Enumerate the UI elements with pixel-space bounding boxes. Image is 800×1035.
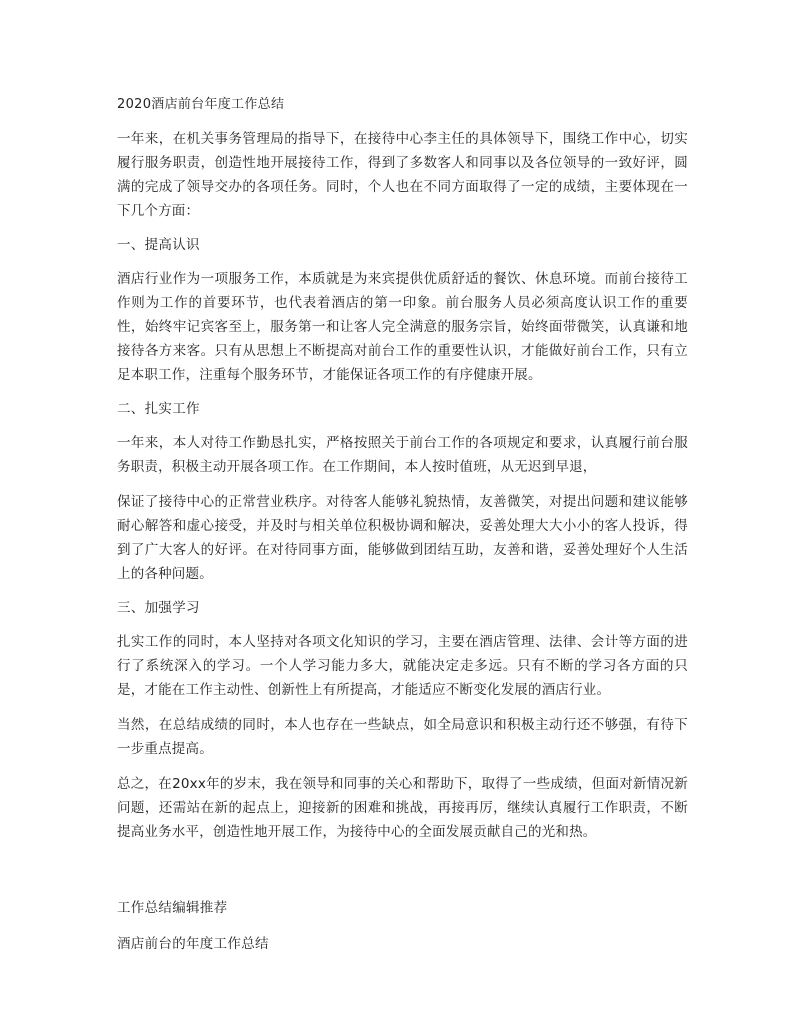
section-heading-1: 一、提高认识: [117, 237, 200, 253]
section-spacer: [117, 855, 688, 897]
document-title: 2020酒店前台年度工作总结: [117, 97, 285, 112]
intro-paragraph: 一年来，在机关事务管理局的指导下，在接待中心李主任的具体领导下，围绕工作中心，切实履行服务职责，创造性地开展接待工作，得到了多数客人和同事以及各位领导的一致好评，圆满的完成了领导交办的各项任务。同时，个人也在不同方面取得了一定的成绩，主要体现在一下几个方面：: [117, 131, 688, 219]
section-3-paragraph-3: 总之，在20xx年的岁末，我在领导和同事的关心和帮助下，取得了一些成绩，但面对新情况新问题，还需站在新的起点上，迎接新的困难和挑战，再接再厉，继续认真履行工作职责，不断提高业务水平，创造性地开展工作，为接待中心的全面发展贡献自己的光和热。: [117, 776, 688, 840]
section-2-paragraph-1: 一年来，本人对待工作勤恳扎实，严格按照关于前台工作的各项规定和要求，认真履行前台服务职责，积极主动开展各项工作。在工作期间，本人按时值班，从无迟到早退，: [117, 435, 688, 475]
recommend-heading: 工作总结编辑推荐: [117, 900, 228, 916]
recommend-link[interactable]: 酒店前台的年度工作总结: [117, 936, 269, 952]
section-2-paragraph-2: 保证了接待中心的正常营业秩序。对待客人能够礼貌热情，友善微笑，对提出问题和建议能够耐心解答和虚心接受，并及时与相关单位积极协调和解决，妥善处理大大小小的客人投诉，得到了广大客人的好评。在对待同事方面，能够做到团结互助，友善和谐，妥善处理好个人生活上的各种问题。: [117, 494, 688, 582]
section-3-paragraph-1: 扎实工作的同时，本人坚持对各项文化知识的学习，主要在酒店管理、法律、会计等方面的进行了系统深入的学习。一个人学习能力多大，就能决定走多远。只有不断的学习各方面的只是，才能在工作主动性、创新性上有所提高，才能适应不断变化发展的酒店行业。: [117, 634, 688, 698]
section-heading-3: 三、加强学习: [117, 600, 200, 616]
section-3-paragraph-2: 当然，在总结成绩的同时，本人也存在一些缺点，如全局意识和积极主动行还不够强，有待下一步重点提高。: [117, 717, 688, 757]
section-heading-2: 二、扎实工作: [117, 401, 200, 417]
section-1-paragraph: 酒店行业作为一项服务工作，本质就是为来宾提供优质舒适的餐饮、休息环境。而前台接待工作则为工作的首要环节，也代表着酒店的第一印象。前台服务人员必须高度认识工作的重要性，始终牢记宾客至上，服务第一和让客人完全满意的服务宗旨，始终面带微笑，认真谦和地接待各方来客。只有从思想上不断提高对前台工作的重要性认识，才能做好前台工作，只有立足本职工作，注重每个服务环节，才能保证各项工作的有序健康开展。: [117, 271, 688, 383]
